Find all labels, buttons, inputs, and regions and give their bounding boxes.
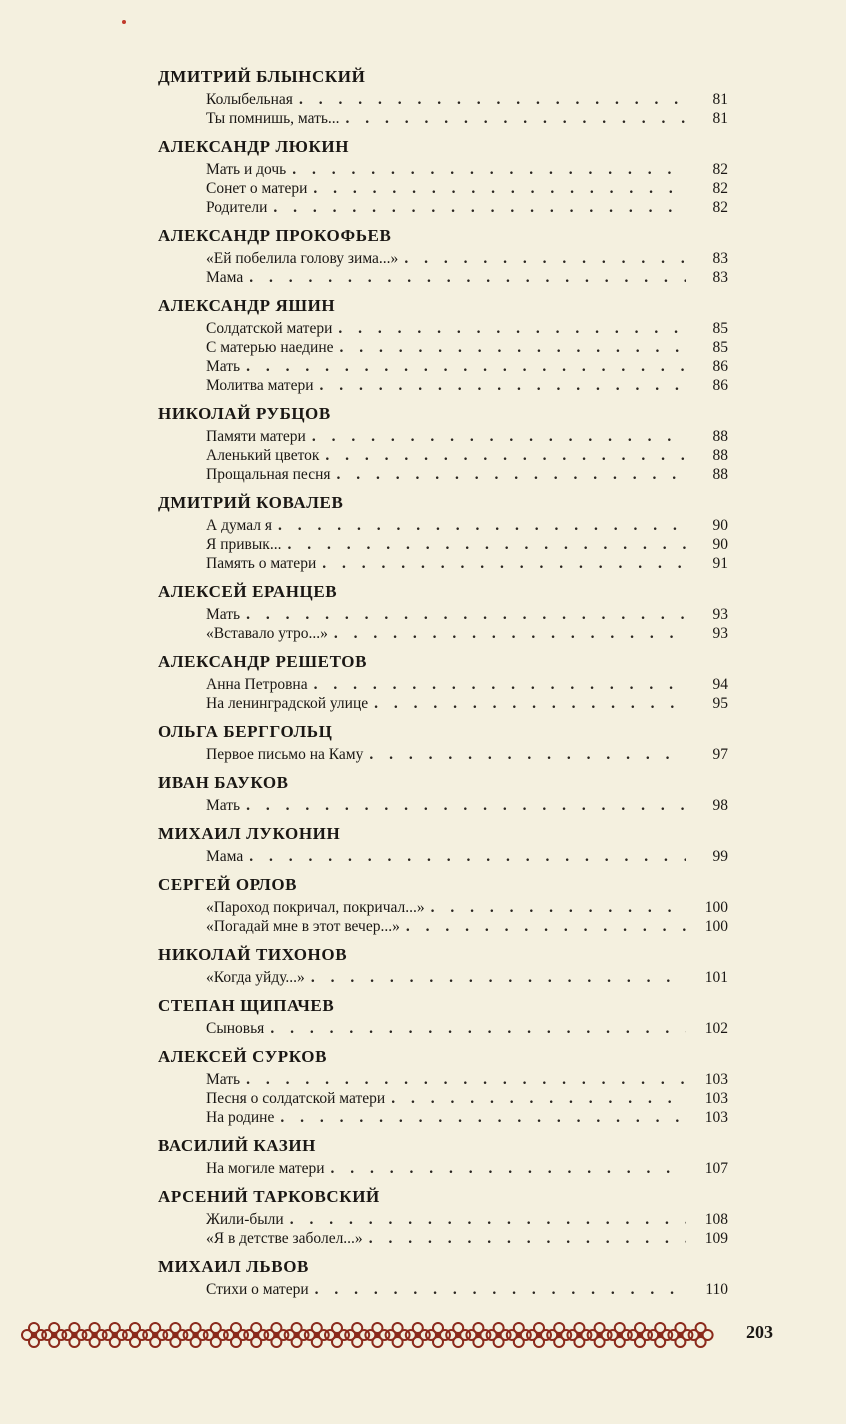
- page-ref: 86: [712, 358, 728, 375]
- dot-leader: [270, 1019, 686, 1038]
- page-ref: 88: [712, 447, 728, 464]
- page-ref: 94: [712, 676, 728, 693]
- poem-title: Ты помнишь, мать...: [206, 110, 340, 127]
- poem-title: Сыновья: [206, 1020, 265, 1037]
- page-number: 203: [746, 1322, 773, 1342]
- page-ref: 83: [712, 250, 728, 267]
- author-name: АЛЕКСАНДР ПРОКОФЬЕВ: [158, 226, 392, 245]
- toc-entry: [206, 249, 728, 268]
- page-ref: 103: [704, 1090, 728, 1107]
- toc-section: [148, 403, 728, 484]
- dot-leader: [299, 90, 686, 109]
- poem-title: Стихи о матери: [206, 1281, 309, 1298]
- poem-title: Жили-были: [206, 1211, 284, 1228]
- toc-entry: [206, 847, 728, 866]
- poem-title: С матерью наедине: [206, 339, 334, 356]
- poem-title: «Пароход покричал, покричал...»: [206, 899, 425, 916]
- toc-entry: [206, 535, 728, 554]
- author-name: НИКОЛАЙ РУБЦОВ: [158, 404, 331, 423]
- author-name: МИХАИЛ ЛУКОНИН: [158, 824, 341, 843]
- dot-leader: [292, 160, 686, 179]
- dot-leader: [315, 1280, 686, 1299]
- toc-section: [148, 66, 728, 128]
- page-ref: 82: [712, 180, 728, 197]
- page-ref: 93: [712, 625, 728, 642]
- author-name: ОЛЬГА БЕРГГОЛЬЦ: [158, 722, 333, 741]
- dot-leader: [287, 535, 686, 554]
- toc-section: [148, 1135, 728, 1178]
- poem-title: Аленький цветок: [206, 447, 320, 464]
- author-name: АЛЕКСЕЙ ЕРАНЦЕВ: [158, 582, 338, 601]
- dot-leader: [331, 1159, 686, 1178]
- author-name: АЛЕКСАНДР ЯШИН: [158, 296, 336, 315]
- poem-title: Первое письмо на Каму: [206, 746, 364, 763]
- dot-leader: [320, 376, 687, 395]
- page-ref: 83: [712, 269, 728, 286]
- poem-title: Прощальная песня: [206, 466, 331, 483]
- poem-title: На ленинградской улице: [206, 695, 369, 712]
- toc-entry: [206, 745, 728, 764]
- page-ref: 88: [712, 466, 728, 483]
- toc-entry: [206, 1210, 728, 1229]
- toc-entry: [206, 898, 728, 917]
- poem-title: Мать: [206, 358, 241, 375]
- page-ref: 88: [712, 428, 728, 445]
- dot-leader: [278, 516, 686, 535]
- toc-entry: [206, 796, 728, 815]
- poem-title: Молитва матери: [206, 377, 314, 394]
- toc-entry: [206, 90, 728, 109]
- author-name: МИХАИЛ ЛЬВОВ: [158, 1257, 309, 1276]
- poem-title: Я привык...: [206, 536, 282, 553]
- toc-section: [148, 581, 728, 643]
- author-name: АЛЕКСАНДР РЕШЕТОВ: [158, 652, 368, 671]
- poem-title: Родители: [206, 199, 268, 216]
- toc-entry: [206, 605, 728, 624]
- poem-title: Мать: [206, 797, 241, 814]
- toc-entry: [206, 917, 728, 936]
- toc-section: [148, 823, 728, 866]
- toc-entry: [206, 968, 728, 987]
- dot-leader: [334, 624, 686, 643]
- poem-title: «Вставало утро...»: [206, 625, 328, 642]
- toc-entry: [206, 319, 728, 338]
- dot-leader: [246, 1070, 686, 1089]
- author-name: ДМИТРИЙ КОВАЛЕВ: [158, 493, 344, 512]
- toc-entry: [206, 268, 728, 287]
- toc-entry: [206, 1089, 728, 1108]
- page-ref: 109: [704, 1230, 728, 1247]
- toc-section: [148, 136, 728, 217]
- author-name: СЕРГЕЙ ОРЛОВ: [158, 875, 298, 894]
- page-ref: 81: [712, 91, 728, 108]
- page-ref: 103: [704, 1109, 728, 1126]
- dot-leader: [374, 694, 686, 713]
- toc-entry: [206, 624, 728, 643]
- page-ref: 82: [712, 161, 728, 178]
- ink-spot: [122, 20, 126, 24]
- table-of-contents: [148, 66, 728, 1307]
- dot-leader: [290, 1210, 686, 1229]
- dot-leader: [338, 319, 686, 338]
- page-ref: 90: [712, 536, 728, 553]
- ornament-border: [20, 1315, 720, 1355]
- dot-leader: [322, 554, 686, 573]
- toc-entry: [206, 338, 728, 357]
- author-name: АЛЕКСАНДР ЛЮКИН: [158, 137, 350, 156]
- poem-title: «Погадай мне в этот вечер...»: [206, 918, 400, 935]
- poem-title: Песня о солдатской матери: [206, 1090, 386, 1107]
- toc-section: [148, 492, 728, 573]
- author-name: АЛЕКСЕЙ СУРКОВ: [158, 1047, 328, 1066]
- page-ref: 100: [704, 918, 728, 935]
- toc-entry: [206, 376, 728, 395]
- page-ref: 110: [705, 1281, 728, 1298]
- dot-leader: [346, 109, 686, 128]
- page-ref: 93: [712, 606, 728, 623]
- page-ref: 90: [712, 517, 728, 534]
- page-ref: 85: [712, 320, 728, 337]
- dot-leader: [246, 605, 686, 624]
- poem-title: Солдатской матери: [206, 320, 333, 337]
- dot-leader: [391, 1089, 686, 1108]
- poem-title: Мать и дочь: [206, 161, 287, 178]
- page-ref: 91: [712, 555, 728, 572]
- dot-leader: [406, 917, 686, 936]
- poem-title: На могиле матери: [206, 1160, 325, 1177]
- poem-title: Анна Петровна: [206, 676, 308, 693]
- toc-entry: [206, 446, 728, 465]
- dot-leader: [337, 465, 687, 484]
- toc-entry: [206, 1229, 728, 1248]
- poem-title: Сонет о матери: [206, 180, 308, 197]
- page-ref: 82: [712, 199, 728, 216]
- toc-entry: [206, 179, 728, 198]
- dot-leader: [246, 357, 686, 376]
- page-ref: 85: [712, 339, 728, 356]
- dot-leader: [312, 427, 686, 446]
- toc-section: [148, 995, 728, 1038]
- author-name: ВАСИЛИЙ КАЗИН: [158, 1136, 316, 1155]
- toc-entry: [206, 465, 728, 484]
- toc-entry: [206, 694, 728, 713]
- toc-entry: [206, 198, 728, 217]
- page-ref: 95: [712, 695, 728, 712]
- dot-leader: [340, 338, 686, 357]
- page-ref: 101: [704, 969, 728, 986]
- dot-leader: [314, 675, 686, 694]
- author-name: АРСЕНИЙ ТАРКОВСКИЙ: [158, 1187, 380, 1206]
- page-ref: 98: [712, 797, 728, 814]
- toc-section: [148, 721, 728, 764]
- page-ref: 86: [712, 377, 728, 394]
- toc-entry: [206, 516, 728, 535]
- dot-leader: [249, 268, 686, 287]
- poem-title: «Ей побелила голову зима...»: [206, 250, 399, 267]
- poem-title: «Я в детстве заболел...»: [206, 1230, 363, 1247]
- dot-leader: [273, 198, 686, 217]
- page-ref: 100: [704, 899, 728, 916]
- toc-entry: [206, 1019, 728, 1038]
- page-ref: 103: [704, 1071, 728, 1088]
- poem-title: На родине: [206, 1109, 275, 1126]
- poem-title: Мама: [206, 848, 244, 865]
- page-ref: 81: [712, 110, 728, 127]
- toc-section: [148, 651, 728, 713]
- dot-leader: [246, 796, 686, 815]
- toc-entry: [206, 675, 728, 694]
- toc-section: [148, 295, 728, 395]
- dot-leader: [313, 179, 686, 198]
- poem-title: Мама: [206, 269, 244, 286]
- dot-leader: [280, 1108, 686, 1127]
- dot-leader: [431, 898, 686, 917]
- dot-leader: [311, 968, 686, 987]
- poem-title: «Когда уйду...»: [206, 969, 305, 986]
- poem-title: Память о матери: [206, 555, 317, 572]
- toc-section: [148, 1046, 728, 1127]
- poem-title: Памяти матери: [206, 428, 306, 445]
- poem-title: Мать: [206, 606, 241, 623]
- page-ref: 107: [704, 1160, 728, 1177]
- page-ref: 97: [712, 746, 728, 763]
- dot-leader: [404, 249, 686, 268]
- toc-section: [148, 1256, 728, 1299]
- dot-leader: [249, 847, 686, 866]
- page-ref: 102: [704, 1020, 728, 1037]
- dot-leader: [369, 745, 686, 764]
- toc-entry: [206, 427, 728, 446]
- toc-entry: [206, 1108, 728, 1127]
- toc-section: [148, 874, 728, 936]
- toc-entry: [206, 1280, 728, 1299]
- toc-entry: [206, 1159, 728, 1178]
- toc-entry: [206, 357, 728, 376]
- toc-entry: [206, 109, 728, 128]
- page-ref: 108: [704, 1211, 728, 1228]
- dot-leader: [369, 1229, 686, 1248]
- poem-title: А думал я: [206, 517, 272, 534]
- toc-entry: [206, 160, 728, 179]
- page-ref: 99: [712, 848, 728, 865]
- dot-leader: [325, 446, 686, 465]
- author-name: СТЕПАН ЩИПАЧЕВ: [158, 996, 335, 1015]
- toc-section: [148, 772, 728, 815]
- author-name: ИВАН БАУКОВ: [158, 773, 289, 792]
- author-name: НИКОЛАЙ ТИХОНОВ: [158, 945, 348, 964]
- toc-section: [148, 944, 728, 987]
- toc-section: [148, 225, 728, 287]
- toc-entry: [206, 1070, 728, 1089]
- toc-section: [148, 1186, 728, 1248]
- author-name: ДМИТРИЙ БЛЫНСКИЙ: [158, 67, 366, 86]
- poem-title: Колыбельная: [206, 91, 293, 108]
- toc-entry: [206, 554, 728, 573]
- poem-title: Мать: [206, 1071, 241, 1088]
